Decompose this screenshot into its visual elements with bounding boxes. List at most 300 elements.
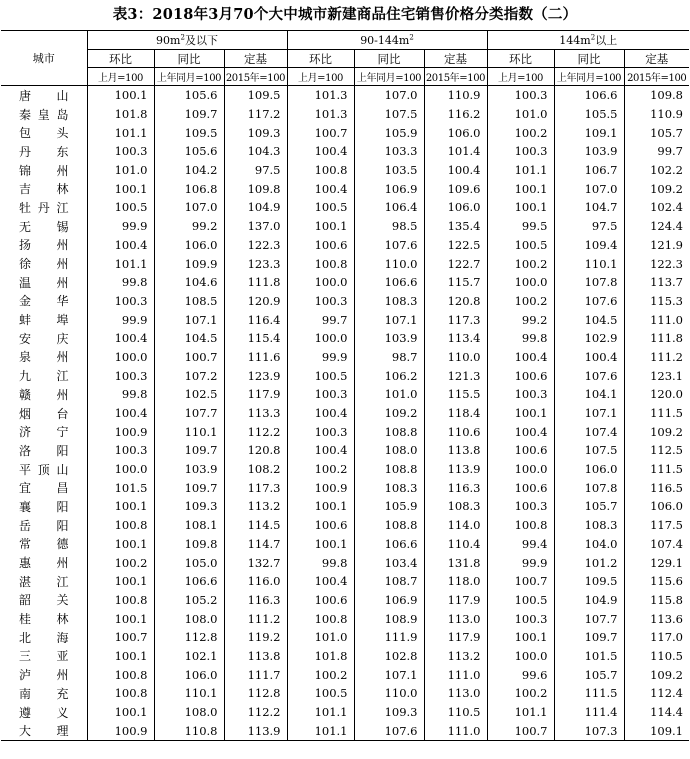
city-name: 温 州 bbox=[19, 275, 69, 290]
city-cell bbox=[1, 236, 87, 255]
index-value-cell: 100.3 bbox=[487, 86, 554, 105]
index-value-cell: 102.8 bbox=[354, 647, 424, 666]
index-value-cell: 108.0 bbox=[154, 609, 224, 628]
index-value-cell: 104.9 bbox=[224, 198, 287, 217]
table-row bbox=[1, 366, 689, 385]
index-value-cell: 109.3 bbox=[354, 703, 424, 722]
index-value-cell: 100.3 bbox=[287, 292, 354, 311]
index-value-cell: 108.3 bbox=[354, 292, 424, 311]
index-value-cell: 100.4 bbox=[287, 179, 354, 198]
city-name: 锦 州 bbox=[19, 163, 69, 178]
index-value-cell: 109.7 bbox=[154, 478, 224, 497]
index-value-cell: 111.5 bbox=[554, 684, 624, 703]
index-value-cell: 99.4 bbox=[487, 535, 554, 554]
index-value-cell: 100.7 bbox=[487, 721, 554, 740]
index-value-cell: 100.2 bbox=[287, 665, 354, 684]
index-value-cell: 100.4 bbox=[424, 161, 487, 180]
table-row bbox=[1, 123, 689, 142]
index-value-cell: 105.7 bbox=[554, 665, 624, 684]
city-name: 金 华 bbox=[19, 294, 69, 309]
city-cell bbox=[1, 516, 87, 535]
index-value-cell: 107.0 bbox=[154, 198, 224, 217]
index-value-cell: 107.3 bbox=[554, 721, 624, 740]
index-value-cell: 109.7 bbox=[154, 441, 224, 460]
table-row bbox=[1, 684, 689, 703]
index-value-cell: 112.8 bbox=[224, 684, 287, 703]
table-row bbox=[1, 628, 689, 647]
index-value-cell: 100.3 bbox=[87, 366, 154, 385]
index-value-cell: 108.3 bbox=[354, 478, 424, 497]
index-value-cell: 135.4 bbox=[424, 217, 487, 236]
index-value-cell: 99.7 bbox=[287, 310, 354, 329]
index-value-cell: 99.8 bbox=[87, 273, 154, 292]
index-value-cell: 110.1 bbox=[554, 254, 624, 273]
table-row bbox=[1, 292, 689, 311]
index-value-cell: 131.8 bbox=[424, 553, 487, 572]
index-value-cell: 103.4 bbox=[354, 553, 424, 572]
index-value-cell: 111.8 bbox=[224, 273, 287, 292]
table-row bbox=[1, 179, 689, 198]
city-name: 丹 东 bbox=[19, 144, 69, 159]
index-value-cell: 111.5 bbox=[624, 404, 689, 423]
city-name: 大 理 bbox=[19, 724, 69, 739]
index-value-cell: 109.9 bbox=[154, 254, 224, 273]
index-value-cell: 109.1 bbox=[624, 721, 689, 740]
index-value-cell: 100.6 bbox=[487, 366, 554, 385]
city-name: 烟 台 bbox=[19, 406, 69, 421]
index-value-cell: 101.5 bbox=[554, 647, 624, 666]
index-value-cell: 111.2 bbox=[624, 348, 689, 367]
index-value-cell: 99.9 bbox=[487, 553, 554, 572]
index-value-cell: 100.2 bbox=[487, 123, 554, 142]
city-name: 常 德 bbox=[19, 537, 69, 552]
index-value-cell: 107.6 bbox=[354, 236, 424, 255]
table-row bbox=[1, 497, 689, 516]
index-value-cell: 117.0 bbox=[624, 628, 689, 647]
price-index-table bbox=[1, 30, 689, 741]
table-title: 表3：2018年3月70个大中城市新建商品住宅销售价格分类指数（二） bbox=[112, 6, 578, 23]
index-value-cell: 108.2 bbox=[224, 460, 287, 479]
index-value-cell: 99.9 bbox=[87, 310, 154, 329]
index-value-cell: 100.9 bbox=[87, 422, 154, 441]
city-name: 宜 昌 bbox=[19, 481, 69, 496]
index-value-cell: 99.8 bbox=[87, 385, 154, 404]
index-value-cell: 107.1 bbox=[354, 310, 424, 329]
index-value-cell: 109.8 bbox=[154, 535, 224, 554]
table-row bbox=[1, 385, 689, 404]
city-cell bbox=[1, 553, 87, 572]
index-value-cell: 105.0 bbox=[154, 553, 224, 572]
index-value-cell: 100.6 bbox=[487, 478, 554, 497]
index-value-cell: 107.1 bbox=[354, 665, 424, 684]
index-value-cell: 110.4 bbox=[424, 535, 487, 554]
index-value-cell: 104.3 bbox=[224, 142, 287, 161]
table-row bbox=[1, 535, 689, 554]
index-value-cell: 100.0 bbox=[87, 460, 154, 479]
city-cell bbox=[1, 329, 87, 348]
index-value-cell: 100.6 bbox=[287, 516, 354, 535]
index-value-cell: 100.1 bbox=[87, 572, 154, 591]
index-value-cell: 101.8 bbox=[287, 647, 354, 666]
index-value-cell: 100.1 bbox=[487, 404, 554, 423]
table-row bbox=[1, 273, 689, 292]
index-value-cell: 109.6 bbox=[424, 179, 487, 198]
index-value-cell: 100.7 bbox=[287, 123, 354, 142]
index-value-cell: 115.4 bbox=[224, 329, 287, 348]
index-value-cell: 107.1 bbox=[154, 310, 224, 329]
index-value-cell: 101.3 bbox=[287, 105, 354, 124]
index-value-cell: 101.4 bbox=[424, 142, 487, 161]
index-value-cell: 100.8 bbox=[87, 516, 154, 535]
city-cell bbox=[1, 684, 87, 703]
index-value-cell: 107.1 bbox=[554, 404, 624, 423]
index-value-cell: 100.1 bbox=[87, 535, 154, 554]
index-value-cell: 103.3 bbox=[354, 142, 424, 161]
table-row bbox=[1, 161, 689, 180]
index-value-cell: 124.4 bbox=[624, 217, 689, 236]
index-value-cell: 109.2 bbox=[354, 404, 424, 423]
index-value-cell: 108.1 bbox=[154, 516, 224, 535]
index-value-cell: 110.0 bbox=[354, 254, 424, 273]
index-value-cell: 99.2 bbox=[154, 217, 224, 236]
index-value-cell: 106.0 bbox=[424, 198, 487, 217]
city-cell bbox=[1, 572, 87, 591]
index-value-cell: 109.7 bbox=[554, 628, 624, 647]
index-value-cell: 109.2 bbox=[624, 179, 689, 198]
base-label-prev-month: 上月=100 bbox=[287, 68, 354, 86]
index-value-cell: 111.0 bbox=[424, 665, 487, 684]
table-row bbox=[1, 572, 689, 591]
index-value-cell: 100.1 bbox=[287, 217, 354, 236]
index-value-cell: 110.8 bbox=[154, 721, 224, 740]
index-value-cell: 100.3 bbox=[87, 292, 154, 311]
base-label-prev-month: 上月=100 bbox=[87, 68, 154, 86]
index-value-cell: 113.7 bbox=[624, 273, 689, 292]
index-value-cell: 113.0 bbox=[424, 609, 487, 628]
index-value-cell: 100.8 bbox=[487, 516, 554, 535]
index-value-cell: 107.7 bbox=[154, 404, 224, 423]
index-value-cell: 116.3 bbox=[424, 478, 487, 497]
index-value-cell: 110.1 bbox=[154, 422, 224, 441]
index-value-cell: 100.6 bbox=[287, 591, 354, 610]
table-row bbox=[1, 105, 689, 124]
table-row bbox=[1, 404, 689, 423]
index-value-cell: 109.5 bbox=[554, 572, 624, 591]
index-value-cell: 113.2 bbox=[424, 647, 487, 666]
city-cell bbox=[1, 217, 87, 236]
index-value-cell: 100.1 bbox=[487, 179, 554, 198]
index-value-cell: 101.1 bbox=[487, 703, 554, 722]
index-value-cell: 107.6 bbox=[554, 366, 624, 385]
index-value-cell: 100.3 bbox=[287, 422, 354, 441]
index-value-cell: 100.4 bbox=[287, 142, 354, 161]
index-value-cell: 117.9 bbox=[424, 591, 487, 610]
index-value-cell: 100.5 bbox=[487, 591, 554, 610]
index-value-cell: 97.5 bbox=[224, 161, 287, 180]
table-row bbox=[1, 609, 689, 628]
index-value-cell: 111.7 bbox=[224, 665, 287, 684]
city-name: 济 宁 bbox=[19, 425, 69, 440]
index-value-cell: 107.4 bbox=[554, 422, 624, 441]
table-row bbox=[1, 142, 689, 161]
city-name: 蚌 埠 bbox=[19, 313, 69, 328]
index-value-cell: 120.8 bbox=[424, 292, 487, 311]
table-row bbox=[1, 422, 689, 441]
index-value-cell: 99.8 bbox=[487, 329, 554, 348]
city-cell bbox=[1, 123, 87, 142]
index-value-cell: 109.5 bbox=[224, 86, 287, 105]
index-value-cell: 107.5 bbox=[354, 105, 424, 124]
table-row bbox=[1, 703, 689, 722]
index-value-cell: 101.5 bbox=[87, 478, 154, 497]
index-value-cell: 101.1 bbox=[87, 254, 154, 273]
index-value-cell: 109.5 bbox=[154, 123, 224, 142]
index-value-cell: 113.9 bbox=[424, 460, 487, 479]
index-value-cell: 113.0 bbox=[424, 684, 487, 703]
index-value-cell: 108.3 bbox=[554, 516, 624, 535]
index-value-cell: 109.8 bbox=[624, 86, 689, 105]
index-value-cell: 107.8 bbox=[554, 478, 624, 497]
city-name: 湛 江 bbox=[19, 574, 69, 589]
index-value-cell: 118.0 bbox=[424, 572, 487, 591]
index-value-cell: 100.9 bbox=[87, 721, 154, 740]
index-value-cell: 113.9 bbox=[224, 721, 287, 740]
table-row bbox=[1, 721, 689, 740]
index-value-cell: 117.5 bbox=[624, 516, 689, 535]
index-value-cell: 123.1 bbox=[624, 366, 689, 385]
city-name: 遵 义 bbox=[19, 705, 69, 720]
index-value-cell: 105.6 bbox=[154, 142, 224, 161]
base-label-prev-year: 上年同月=100 bbox=[554, 68, 624, 86]
city-cell bbox=[1, 105, 87, 124]
subcol-header-yoy: 同比 bbox=[554, 50, 624, 68]
city-cell bbox=[1, 366, 87, 385]
index-value-cell: 116.2 bbox=[424, 105, 487, 124]
index-value-cell: 108.3 bbox=[424, 497, 487, 516]
index-value-cell: 106.6 bbox=[354, 273, 424, 292]
index-value-cell: 113.8 bbox=[424, 441, 487, 460]
index-value-cell: 122.3 bbox=[224, 236, 287, 255]
index-value-cell: 122.7 bbox=[424, 254, 487, 273]
city-name: 无 锡 bbox=[19, 219, 69, 234]
table-row bbox=[1, 591, 689, 610]
index-value-cell: 103.9 bbox=[354, 329, 424, 348]
index-value-cell: 114.0 bbox=[424, 516, 487, 535]
subcol-header-fixed-base: 定基 bbox=[424, 50, 487, 68]
index-value-cell: 102.1 bbox=[154, 647, 224, 666]
index-value-cell: 117.9 bbox=[224, 385, 287, 404]
index-value-cell: 99.6 bbox=[487, 665, 554, 684]
index-value-cell: 107.4 bbox=[624, 535, 689, 554]
index-value-cell: 100.1 bbox=[87, 86, 154, 105]
city-cell bbox=[1, 703, 87, 722]
index-value-cell: 107.0 bbox=[554, 179, 624, 198]
index-value-cell: 108.8 bbox=[354, 516, 424, 535]
city-cell bbox=[1, 273, 87, 292]
index-value-cell: 104.5 bbox=[154, 329, 224, 348]
index-value-cell: 100.2 bbox=[487, 254, 554, 273]
index-value-cell: 110.9 bbox=[624, 105, 689, 124]
city-name: 安 庆 bbox=[19, 331, 69, 346]
index-value-cell: 100.1 bbox=[87, 497, 154, 516]
index-value-cell: 101.0 bbox=[354, 385, 424, 404]
index-value-cell: 109.4 bbox=[554, 236, 624, 255]
index-value-cell: 109.7 bbox=[154, 105, 224, 124]
city-name: 三 亚 bbox=[19, 649, 69, 664]
index-value-cell: 105.5 bbox=[554, 105, 624, 124]
city-cell bbox=[1, 647, 87, 666]
index-value-cell: 100.6 bbox=[287, 236, 354, 255]
index-value-cell: 113.4 bbox=[424, 329, 487, 348]
index-value-cell: 115.3 bbox=[624, 292, 689, 311]
city-name: 牡丹江 bbox=[19, 200, 69, 215]
base-label-prev-month: 上月=100 bbox=[487, 68, 554, 86]
index-value-cell: 106.8 bbox=[154, 179, 224, 198]
index-value-cell: 103.9 bbox=[154, 460, 224, 479]
index-value-cell: 105.6 bbox=[154, 86, 224, 105]
city-name: 桂 林 bbox=[19, 612, 69, 627]
index-value-cell: 111.5 bbox=[624, 460, 689, 479]
index-value-cell: 110.1 bbox=[154, 684, 224, 703]
index-value-cell: 111.0 bbox=[424, 721, 487, 740]
index-value-cell: 113.3 bbox=[224, 404, 287, 423]
index-value-cell: 106.0 bbox=[154, 236, 224, 255]
city-cell bbox=[1, 310, 87, 329]
index-value-cell: 118.4 bbox=[424, 404, 487, 423]
subcol-header-yoy: 同比 bbox=[354, 50, 424, 68]
index-value-cell: 104.7 bbox=[554, 198, 624, 217]
subcol-header-fixed-base: 定基 bbox=[224, 50, 287, 68]
index-value-cell: 104.5 bbox=[554, 310, 624, 329]
subcol-header-mom: 环比 bbox=[87, 50, 154, 68]
index-value-cell: 99.9 bbox=[87, 217, 154, 236]
index-value-cell: 100.1 bbox=[87, 179, 154, 198]
city-name: 泉 州 bbox=[19, 350, 69, 365]
index-value-cell: 117.3 bbox=[224, 478, 287, 497]
index-value-cell: 122.3 bbox=[624, 254, 689, 273]
index-value-cell: 107.8 bbox=[554, 273, 624, 292]
index-value-cell: 110.5 bbox=[424, 703, 487, 722]
index-value-cell: 123.3 bbox=[224, 254, 287, 273]
index-value-cell: 105.2 bbox=[154, 591, 224, 610]
index-value-cell: 99.9 bbox=[287, 348, 354, 367]
index-value-cell: 99.2 bbox=[487, 310, 554, 329]
city-cell bbox=[1, 665, 87, 684]
base-label-2015: 2015年=100 bbox=[624, 68, 689, 86]
index-value-cell: 109.1 bbox=[554, 123, 624, 142]
index-value-cell: 106.9 bbox=[354, 591, 424, 610]
subcol-header-mom: 环比 bbox=[287, 50, 354, 68]
city-cell bbox=[1, 478, 87, 497]
index-value-cell: 104.0 bbox=[554, 535, 624, 554]
index-value-cell: 100.8 bbox=[287, 161, 354, 180]
index-value-cell: 103.5 bbox=[354, 161, 424, 180]
index-value-cell: 111.8 bbox=[624, 329, 689, 348]
index-value-cell: 120.0 bbox=[624, 385, 689, 404]
index-value-cell: 101.2 bbox=[554, 553, 624, 572]
index-value-cell: 100.3 bbox=[87, 142, 154, 161]
index-value-cell: 108.7 bbox=[354, 572, 424, 591]
index-value-cell: 110.0 bbox=[424, 348, 487, 367]
index-value-cell: 100.4 bbox=[287, 404, 354, 423]
city-cell bbox=[1, 161, 87, 180]
index-value-cell: 100.4 bbox=[487, 348, 554, 367]
table-header bbox=[1, 31, 689, 86]
index-value-cell: 100.3 bbox=[487, 497, 554, 516]
index-value-cell: 102.4 bbox=[624, 198, 689, 217]
index-value-cell: 108.8 bbox=[354, 460, 424, 479]
index-value-cell: 107.0 bbox=[354, 86, 424, 105]
index-value-cell: 101.8 bbox=[87, 105, 154, 124]
index-value-cell: 102.9 bbox=[554, 329, 624, 348]
city-cell bbox=[1, 628, 87, 647]
index-value-cell: 100.4 bbox=[287, 572, 354, 591]
index-value-cell: 110.0 bbox=[354, 684, 424, 703]
table-body bbox=[1, 86, 689, 741]
index-value-cell: 120.9 bbox=[224, 292, 287, 311]
index-value-cell: 115.6 bbox=[624, 572, 689, 591]
index-value-cell: 100.8 bbox=[87, 684, 154, 703]
index-value-cell: 112.2 bbox=[224, 422, 287, 441]
index-value-cell: 108.8 bbox=[354, 422, 424, 441]
city-cell bbox=[1, 198, 87, 217]
index-value-cell: 119.2 bbox=[224, 628, 287, 647]
index-value-cell: 101.0 bbox=[487, 105, 554, 124]
index-value-cell: 116.3 bbox=[224, 591, 287, 610]
index-value-cell: 116.4 bbox=[224, 310, 287, 329]
index-value-cell: 105.7 bbox=[624, 123, 689, 142]
index-value-cell: 108.5 bbox=[154, 292, 224, 311]
index-value-cell: 109.2 bbox=[624, 665, 689, 684]
table-row bbox=[1, 478, 689, 497]
index-value-cell: 100.2 bbox=[487, 292, 554, 311]
index-value-cell: 117.9 bbox=[424, 628, 487, 647]
index-value-cell: 109.3 bbox=[224, 123, 287, 142]
index-value-cell: 102.2 bbox=[624, 161, 689, 180]
index-value-cell: 100.3 bbox=[487, 385, 554, 404]
index-value-cell: 107.7 bbox=[554, 609, 624, 628]
index-value-cell: 100.0 bbox=[87, 348, 154, 367]
table-row bbox=[1, 665, 689, 684]
city-name: 南 充 bbox=[19, 686, 69, 701]
index-value-cell: 110.6 bbox=[424, 422, 487, 441]
index-value-cell: 99.5 bbox=[487, 217, 554, 236]
index-value-cell: 106.6 bbox=[554, 86, 624, 105]
index-value-cell: 132.7 bbox=[224, 553, 287, 572]
table-row bbox=[1, 236, 689, 255]
table-row bbox=[1, 348, 689, 367]
city-cell bbox=[1, 86, 87, 105]
city-cell bbox=[1, 142, 87, 161]
index-value-cell: 106.0 bbox=[624, 497, 689, 516]
index-value-cell: 111.0 bbox=[624, 310, 689, 329]
table-row bbox=[1, 329, 689, 348]
table-row bbox=[1, 254, 689, 273]
city-name: 包 头 bbox=[19, 126, 69, 141]
index-value-cell: 100.1 bbox=[87, 703, 154, 722]
index-value-cell: 111.6 bbox=[224, 348, 287, 367]
index-value-cell: 101.1 bbox=[287, 721, 354, 740]
index-value-cell: 100.3 bbox=[87, 441, 154, 460]
index-value-cell: 100.1 bbox=[87, 609, 154, 628]
index-value-cell: 100.7 bbox=[487, 572, 554, 591]
base-label-2015: 2015年=100 bbox=[224, 68, 287, 86]
index-value-cell: 107.6 bbox=[554, 292, 624, 311]
index-value-cell: 123.9 bbox=[224, 366, 287, 385]
index-value-cell: 101.0 bbox=[287, 628, 354, 647]
city-name: 韶 关 bbox=[19, 593, 69, 608]
index-value-cell: 99.7 bbox=[624, 142, 689, 161]
